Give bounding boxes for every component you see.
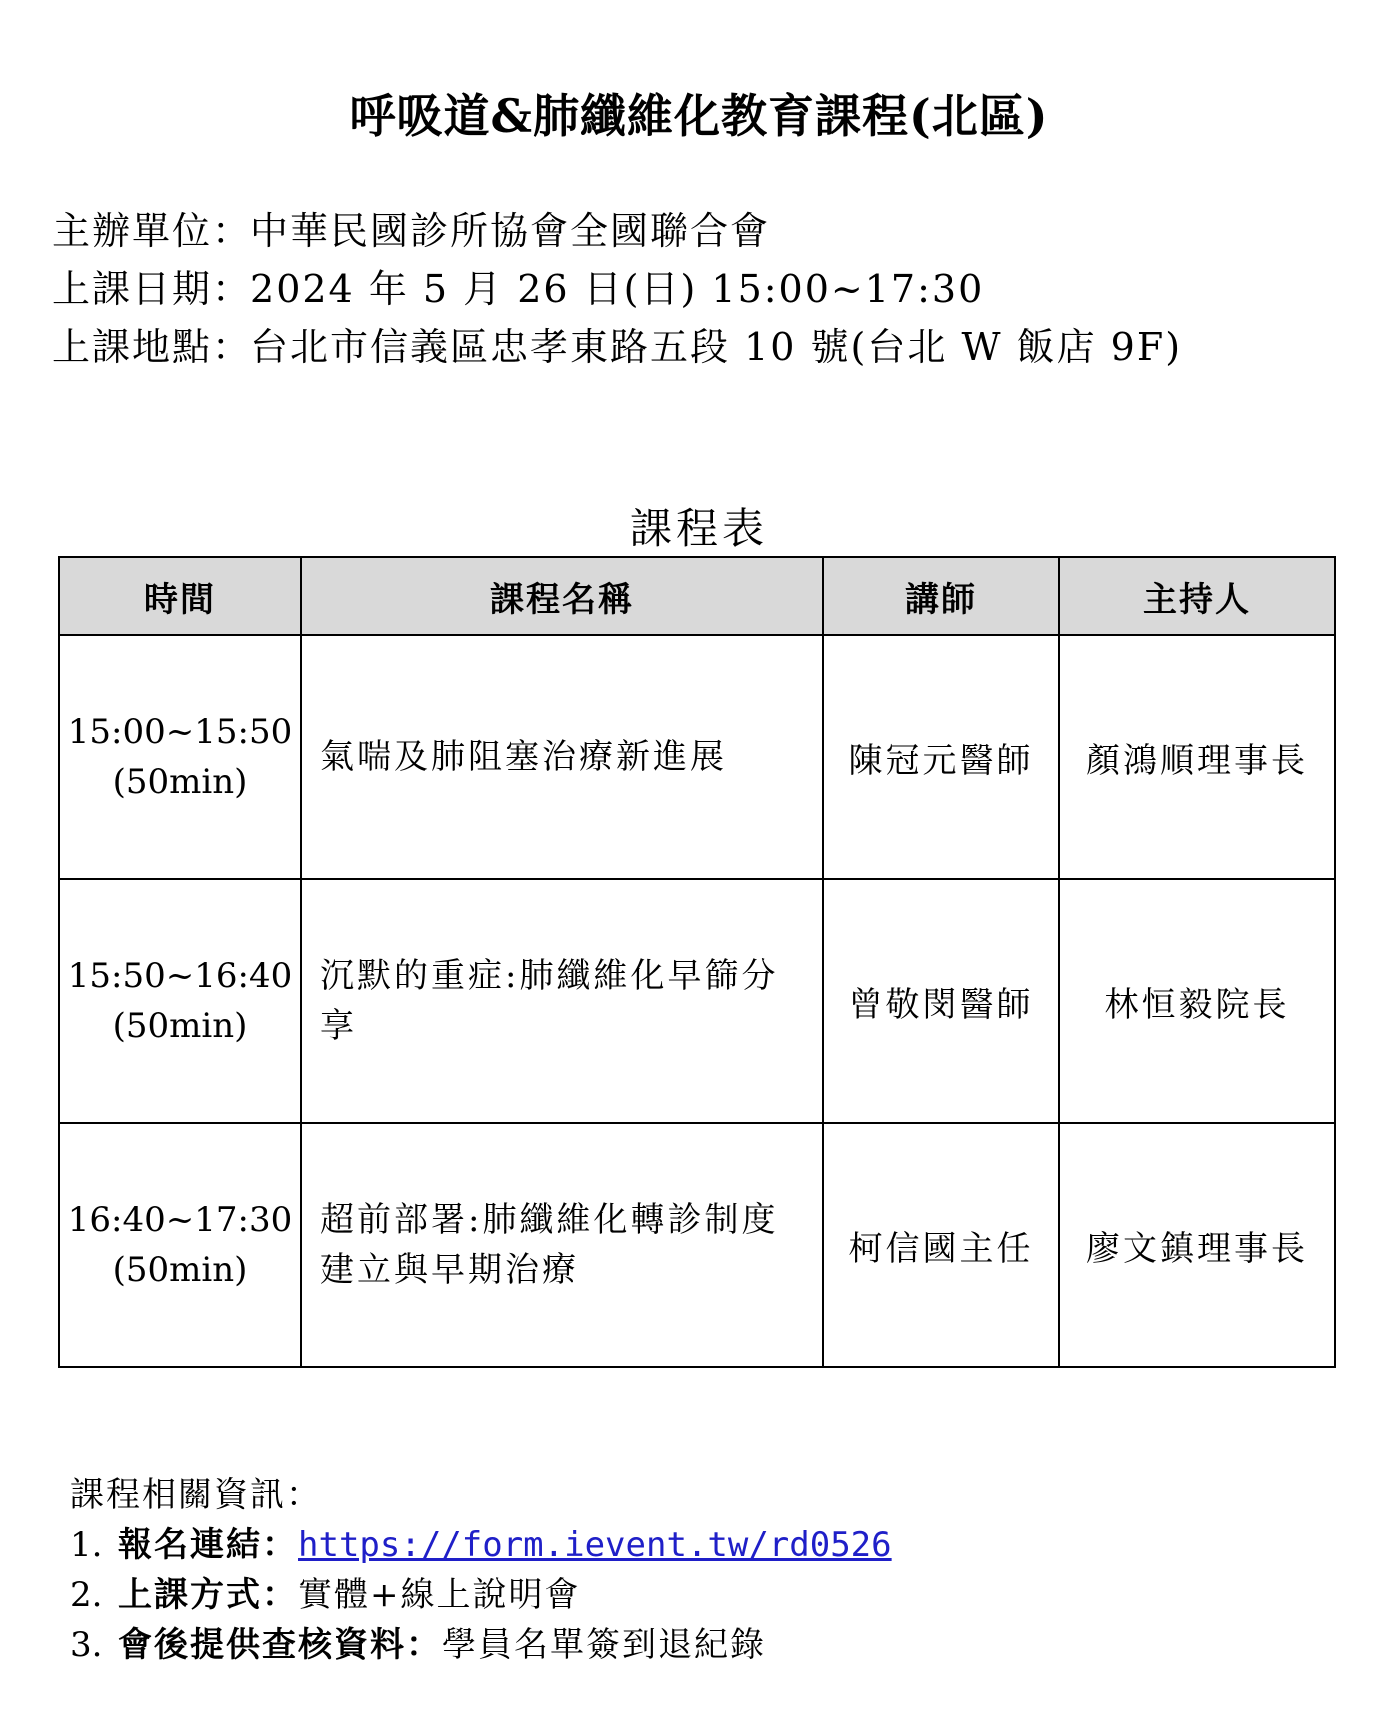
table-row bbox=[59, 1123, 1335, 1367]
host-cell: 廖文鎮理事長 bbox=[1059, 1123, 1335, 1367]
speaker-cell: 陳冠元醫師 bbox=[823, 635, 1059, 879]
speaker-cell: 柯信國主任 bbox=[823, 1123, 1059, 1367]
note-separator: ： bbox=[406, 1625, 442, 1665]
course-cell bbox=[301, 1123, 823, 1367]
organizer-separator: ： bbox=[212, 209, 251, 253]
time-range: 16:40~17:30 bbox=[67, 1200, 293, 1240]
course-name-line2: 建立與早期治療 bbox=[320, 1250, 579, 1290]
note-label: 報名連結 bbox=[118, 1525, 262, 1565]
host-cell: 林恒毅院長 bbox=[1059, 879, 1335, 1123]
table-row bbox=[59, 635, 1335, 879]
date-separator: ： bbox=[212, 267, 251, 311]
note-separator: ： bbox=[262, 1575, 298, 1615]
note-label: 上課方式 bbox=[118, 1575, 262, 1615]
registration-link[interactable]: https://form.ievent.tw/rd0526 bbox=[298, 1525, 892, 1565]
date-value: 2024 年 5 月 26 日(日) 15:00~17:30 bbox=[250, 267, 985, 311]
note-number: 1. bbox=[70, 1525, 103, 1565]
note-number: 3. bbox=[70, 1625, 103, 1665]
date-row bbox=[52, 260, 1182, 318]
note-value: 學員名單簽到退紀錄 bbox=[442, 1625, 766, 1665]
location-label: 上課地點 bbox=[52, 325, 213, 369]
schedule-caption: 課程表 bbox=[629, 504, 768, 553]
note-number: 2. bbox=[70, 1575, 103, 1615]
location-row bbox=[52, 318, 1182, 376]
course-name-line2: 享 bbox=[320, 1006, 357, 1046]
note-item-registration bbox=[70, 1520, 892, 1570]
header-time: 時間 bbox=[59, 557, 301, 635]
course-notes bbox=[70, 1470, 892, 1670]
course-name-line1: 沉默的重症:肺纖維化早篩分 bbox=[320, 956, 779, 996]
schedule-header-row bbox=[59, 557, 1335, 635]
course-name-line1: 超前部署:肺纖維化轉診制度 bbox=[320, 1200, 779, 1240]
time-cell bbox=[59, 879, 301, 1123]
course-cell bbox=[301, 635, 823, 879]
duration: (50min) bbox=[112, 762, 248, 802]
header-speaker: 講師 bbox=[823, 557, 1059, 635]
course-name-line1: 氣喘及肺阻塞治療新進展 bbox=[320, 737, 727, 777]
event-info bbox=[52, 202, 1182, 376]
header-host: 主持人 bbox=[1059, 557, 1335, 635]
time-cell bbox=[59, 635, 301, 879]
date-label: 上課日期 bbox=[52, 267, 213, 311]
host-cell: 顏鴻順理事長 bbox=[1059, 635, 1335, 879]
header-course: 課程名稱 bbox=[301, 557, 823, 635]
schedule-table bbox=[58, 556, 1336, 1368]
course-cell bbox=[301, 879, 823, 1123]
organizer-value: 中華民國診所協會全國聯合會 bbox=[250, 209, 771, 253]
note-item-records bbox=[70, 1620, 892, 1670]
location-value: 台北市信義區忠孝東路五段 10 號(台北 W 飯店 9F) bbox=[250, 325, 1183, 369]
notes-heading: 課程相關資訊： bbox=[70, 1475, 322, 1515]
note-separator: ： bbox=[262, 1525, 298, 1565]
note-value: 實體+線上說明會 bbox=[298, 1575, 581, 1615]
duration: (50min) bbox=[112, 1250, 248, 1290]
time-range: 15:00~15:50 bbox=[67, 712, 293, 752]
table-row bbox=[59, 879, 1335, 1123]
note-item-format bbox=[70, 1570, 892, 1620]
page-title: 呼吸道&肺纖維化教育課程(北區) bbox=[349, 89, 1049, 143]
note-label: 會後提供查核資料 bbox=[118, 1625, 406, 1665]
organizer-row bbox=[52, 202, 1182, 260]
time-cell bbox=[59, 1123, 301, 1367]
organizer-label: 主辦單位 bbox=[52, 209, 213, 253]
time-range: 15:50~16:40 bbox=[67, 956, 293, 996]
duration: (50min) bbox=[112, 1006, 248, 1046]
speaker-cell: 曾敬閔醫師 bbox=[823, 879, 1059, 1123]
location-separator: ： bbox=[212, 325, 251, 369]
